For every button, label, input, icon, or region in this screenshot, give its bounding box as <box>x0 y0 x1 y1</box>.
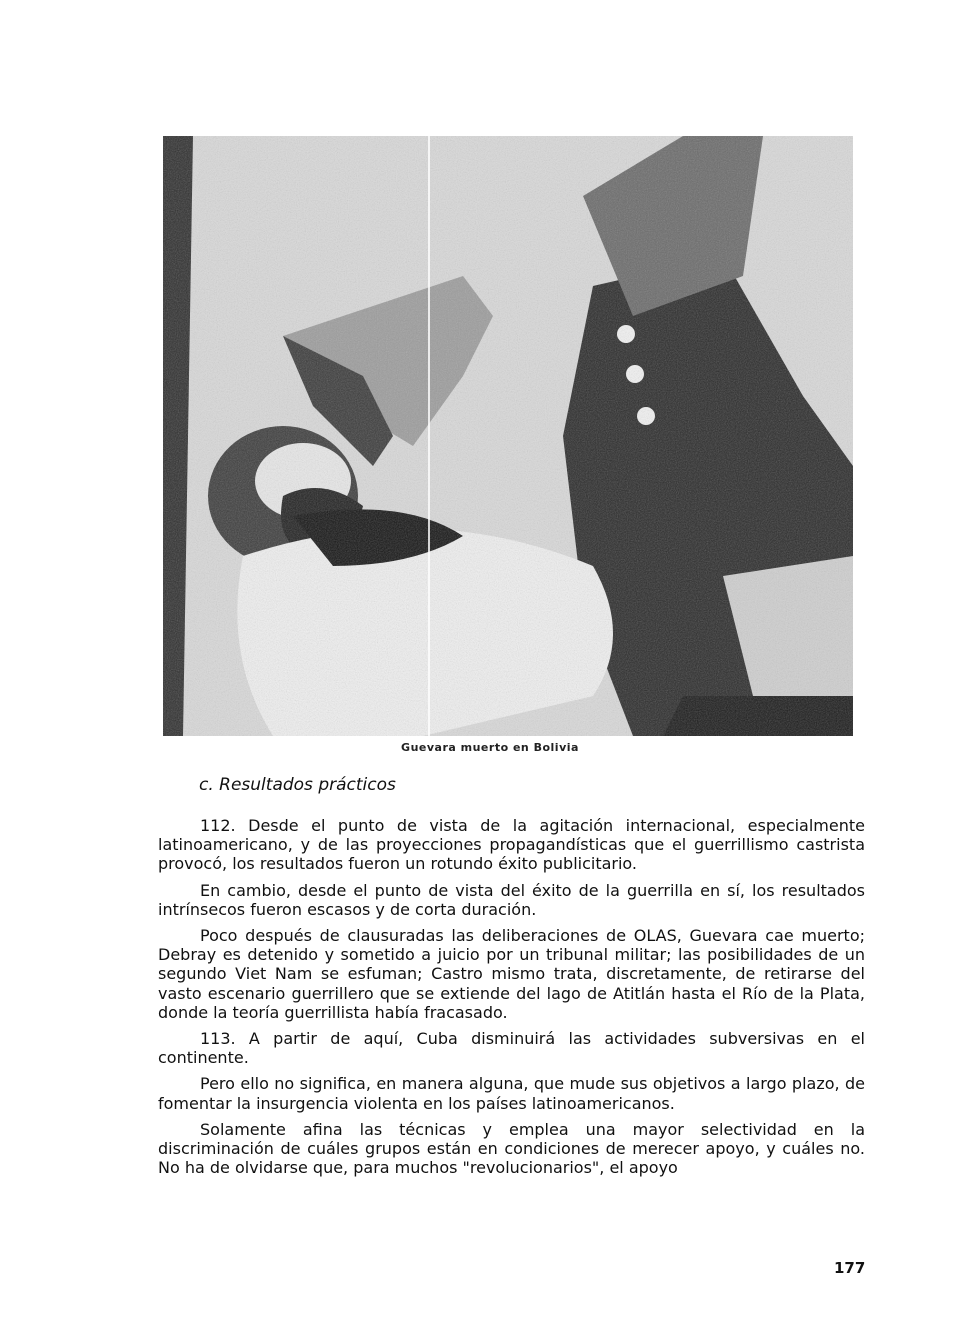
paragraph: Pero ello no significa, en manera alguna, que mude sus objetivos a largo plazo, de fomentar la insurgencia violenta en los países latinoamericanos. <box>158 1074 865 1113</box>
section-heading: c. Resultados prácticos <box>199 775 396 795</box>
paragraph: Solamente afina las técnicas y emplea una mayor selectividad en la discriminación de cuáles grupos están en condiciones de merecer apoyo, y cuáles no. No ha de olvidarse que, para muchos "revolucionarios", el apoyo <box>158 1119 865 1178</box>
photo-icon <box>163 136 853 736</box>
paragraph: 112. Desde el punto de vista de la agitación internacional, especialmente latinoamericano, y de las proyecciones propagandísticas que el guerrillismo castrista provocó, los resultados fueron un rotundo éxito publicitario. <box>158 816 865 874</box>
body-text <box>158 816 865 1184</box>
guevara-photo <box>163 136 853 736</box>
paragraph: En cambio, desde el punto de vista del éxito de la guerrilla en sí, los resultados intrínsecos fueron escasos y de corta duración. <box>158 880 865 919</box>
page-number: 177 <box>834 1259 866 1277</box>
paragraph: Poco después de clausuradas las deliberaciones de OLAS, Guevara cae muerto; Debray es detenido y sometido a juicio por un tribunal militar; las posibilidades de un segundo Viet Nam se esfuman; Castro mismo trata, discretamente, de retirarse del vasto escenario guerrillero que se extiende del lago de Atitlán hasta el Río de la Plata, donde la teoría guerrillista había fracasado. <box>158 926 865 1022</box>
figure-caption: Guevara muerto en Bolivia <box>401 741 579 754</box>
paragraph: 113. A partir de aquí, Cuba disminuirá las actividades subversivas en el continente. <box>158 1029 865 1068</box>
